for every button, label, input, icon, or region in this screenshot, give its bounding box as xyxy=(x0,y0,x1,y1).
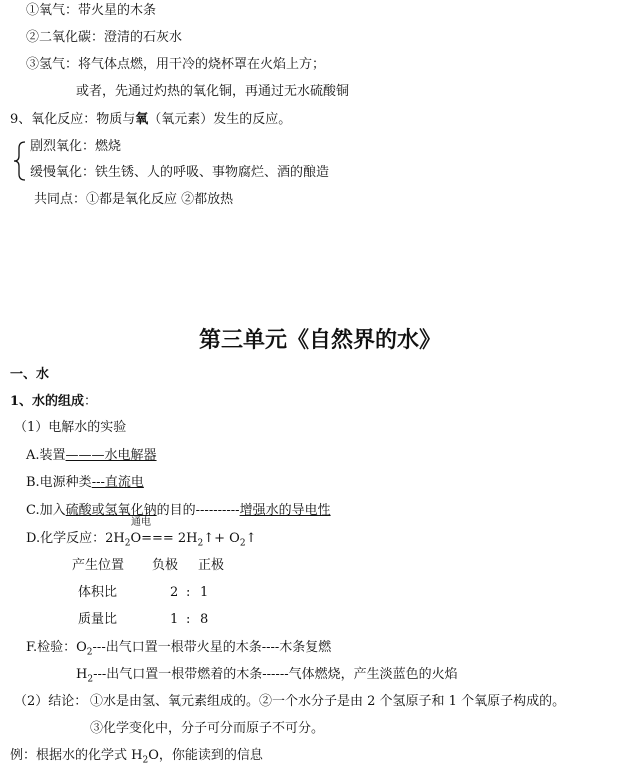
equation-part: 2H xyxy=(105,531,125,546)
equation xyxy=(105,531,257,549)
conclusion-label: （2）结论： xyxy=(14,694,88,709)
equation-part: ↑+ O xyxy=(203,531,240,546)
electrolysis-heading: （1）电解水的实验 xyxy=(14,420,127,435)
additive-line xyxy=(26,502,331,520)
o2-test-line xyxy=(26,639,331,662)
hydrogen-test-line-1: ③氢气：将气体点燃，用干冷的烧杯罩在火焰上方； xyxy=(26,57,326,72)
table-cell-separator: : xyxy=(186,612,191,627)
oxidation-heading-bold: 氧 xyxy=(135,112,149,127)
power-label: B.电源种类 xyxy=(26,475,92,490)
subsection-heading-colon: ： xyxy=(84,394,98,409)
subsection-heading xyxy=(10,393,97,411)
equation-subscript: 2 xyxy=(124,538,131,549)
unit-title: 第三单元《自然界的水》 xyxy=(198,328,441,353)
additive-label: C.加入 xyxy=(26,503,66,518)
table-header-positive: 正极 xyxy=(198,558,225,573)
subsection-heading-bold: 1、水的组成 xyxy=(10,394,85,409)
h2-subscript: 2 xyxy=(87,674,94,685)
o2-test-label: F.检验：O xyxy=(26,640,87,655)
o2-subscript: 2 xyxy=(86,647,93,658)
conclusion-line-2: ③化学变化中，分子可分而原子不可分。 xyxy=(90,721,325,736)
section-heading: 一、水 xyxy=(10,367,50,382)
additive-purpose: 增强水的导电性 xyxy=(239,503,331,518)
example-text: 例：根据水的化学式 H xyxy=(10,748,143,763)
oxygen-test-line: ①氧气：带火星的木条 xyxy=(26,3,157,18)
apparatus-line xyxy=(26,447,157,465)
equation-part: O=== 2H xyxy=(130,531,198,546)
additive-value: 硫酸或氢氧化钠 xyxy=(65,503,157,518)
table-cell-separator: : xyxy=(186,585,191,600)
reaction-label: D.化学反应： xyxy=(26,531,106,546)
reaction-line xyxy=(26,530,256,553)
power-line xyxy=(26,474,144,492)
table-row-label: 体积比 xyxy=(78,585,118,600)
additive-mid: 的目的---------- xyxy=(156,503,240,518)
co2-test-line: ②二氧化碳：澄清的石灰水 xyxy=(26,30,183,45)
apparatus-label: A.装置 xyxy=(26,448,66,463)
table-cell-negative: 1 xyxy=(170,612,179,627)
example-text-end: O，你能读到的信息 xyxy=(148,748,263,763)
example-subscript: 2 xyxy=(142,755,149,766)
oxidation-heading-pre: 9、氧化反应：物质与 xyxy=(10,112,136,127)
curly-brace-icon xyxy=(13,141,27,181)
conclusion-line-1: ①水是由氢、氧元素组成的。②一个水分子是由 2 个氢原子和 1 个氧原子构成的。 xyxy=(90,694,566,709)
violent-oxidation-line: 剧烈氧化：燃烧 xyxy=(30,139,122,154)
table-cell-positive: 1 xyxy=(200,585,209,600)
reaction-condition: 通电 xyxy=(131,517,151,528)
equation-subscript: 2 xyxy=(197,538,204,549)
slow-oxidation-line: 缓慢氧化：铁生锈、人的呼吸、事物腐烂、酒的酿造 xyxy=(30,165,330,180)
h2-test-label: H xyxy=(76,667,88,682)
oxidation-heading-post: （氧元素）发生的反应。 xyxy=(148,112,292,127)
h2-test-line xyxy=(76,666,458,689)
oxidation-common-line: 共同点：①都是氧化反应 ②都放热 xyxy=(34,192,234,207)
h2-test-text: ---出气口置一根带燃着的木条------气体燃烧，产生淡蓝色的火焰 xyxy=(93,667,458,682)
table-header-position: 产生位置 xyxy=(72,558,125,573)
table-cell-positive: 8 xyxy=(200,612,209,627)
example-line xyxy=(10,747,263,770)
equation-subscript: 2 xyxy=(239,538,246,549)
equation-part: ↑ xyxy=(245,531,257,546)
oxidation-heading xyxy=(10,111,291,129)
power-value: ---直流电 xyxy=(91,475,144,490)
o2-test-text: ---出气口置一根带火星的木条----木条复燃 xyxy=(92,640,332,655)
apparatus-value: ———水电解器 xyxy=(65,448,157,463)
table-row-label: 质量比 xyxy=(78,612,118,627)
table-header-negative: 负极 xyxy=(152,558,179,573)
table-cell-negative: 2 xyxy=(170,585,179,600)
hydrogen-test-line-2: 或者，先通过灼热的氧化铜，再通过无水硫酸铜 xyxy=(76,84,350,99)
